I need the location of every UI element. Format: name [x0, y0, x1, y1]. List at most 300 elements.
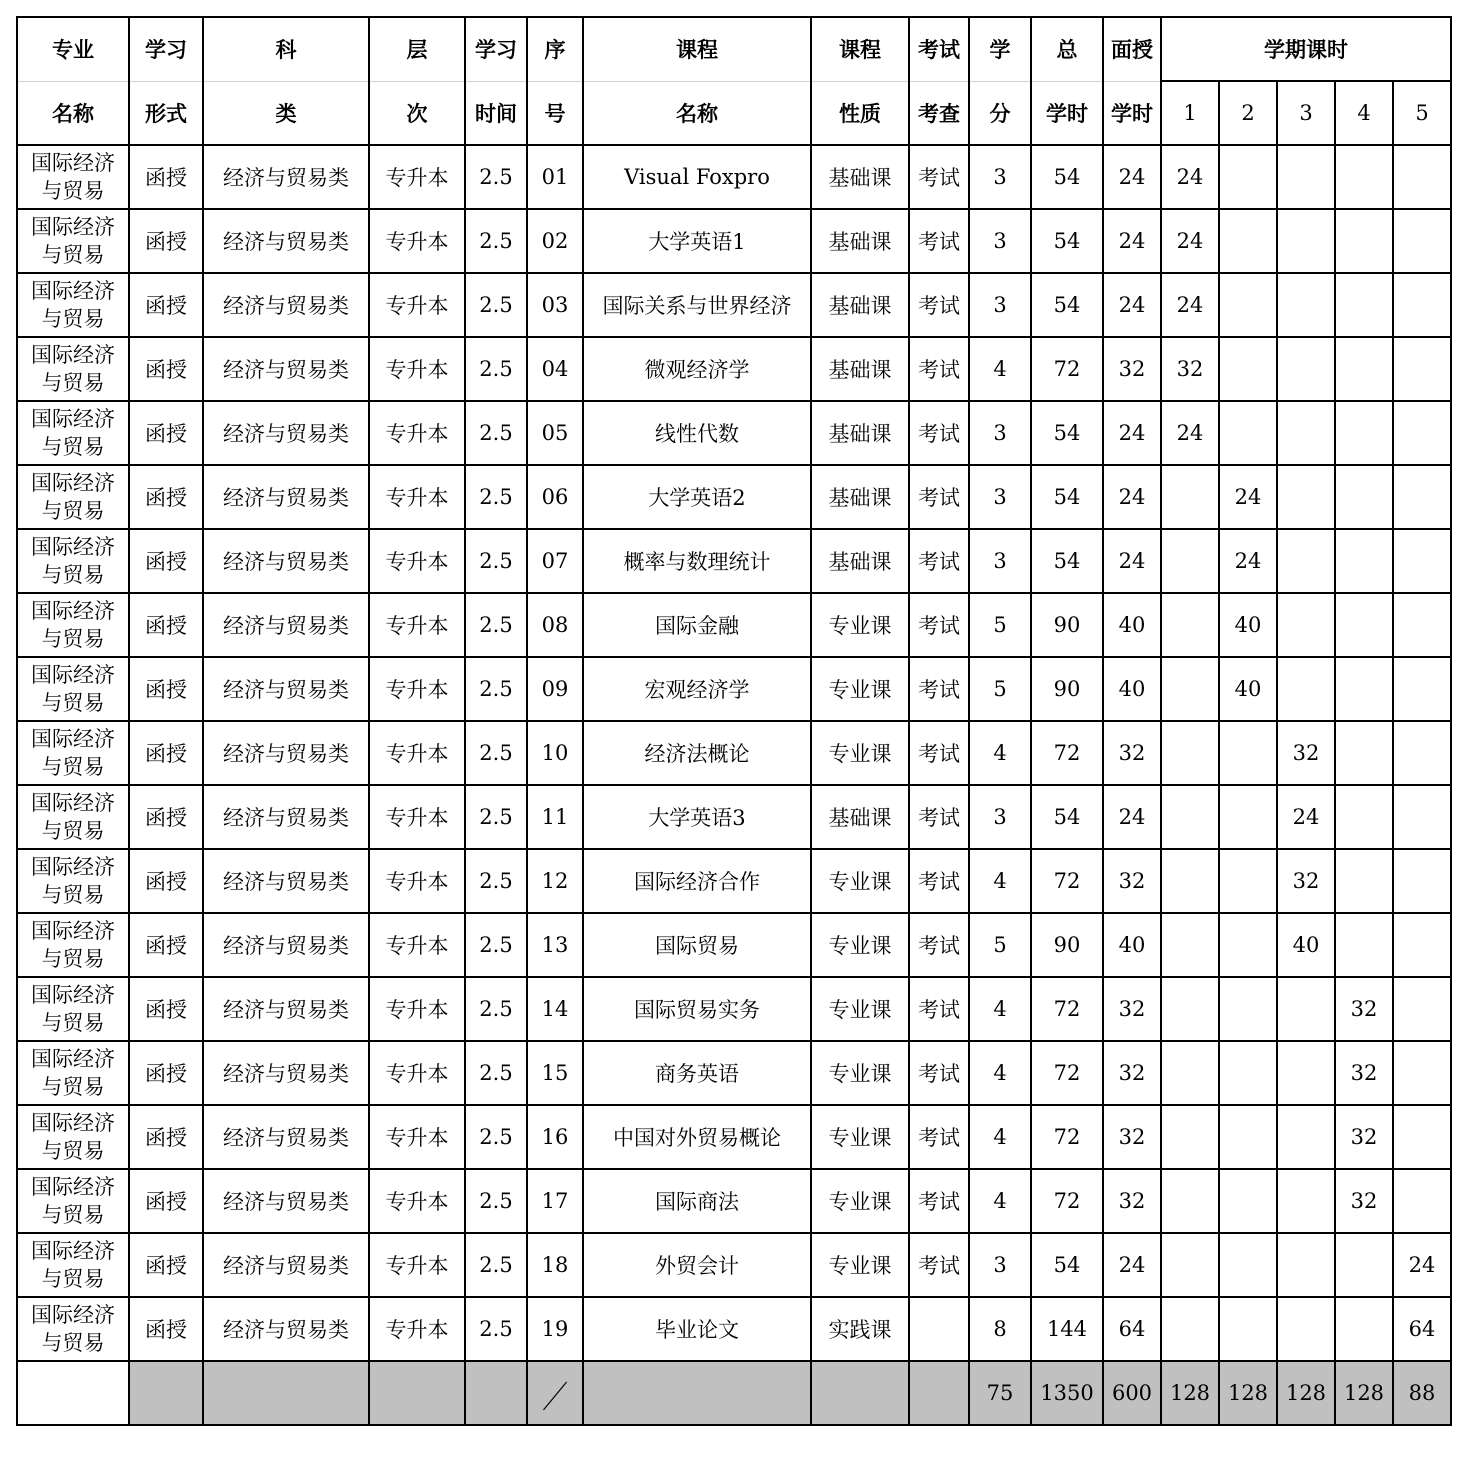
table-row: [17, 465, 1451, 529]
study-form: 函授: [129, 209, 203, 273]
semester-5-hours: [1393, 209, 1451, 273]
study-form: 函授: [129, 849, 203, 913]
table-row: [17, 209, 1451, 273]
credit: 4: [969, 337, 1031, 401]
level: 专升本: [369, 209, 465, 273]
face-hours: 24: [1103, 785, 1161, 849]
semester-5-hours: [1393, 849, 1451, 913]
exam-type: 考试: [909, 721, 969, 785]
semester-3-hours: [1277, 209, 1335, 273]
total-semester-2: 128: [1219, 1361, 1277, 1425]
semester-2-hours: [1219, 1169, 1277, 1233]
table-row: [17, 145, 1451, 209]
totals-gray-cell: [465, 1361, 527, 1425]
course-nature: 专业课: [811, 849, 909, 913]
semester-1-hours: 32: [1161, 337, 1219, 401]
major-name-line: 国际经济: [31, 791, 115, 815]
level: 专升本: [369, 1105, 465, 1169]
semester-1-hours: 24: [1161, 273, 1219, 337]
major-name-line: 国际经济: [31, 535, 115, 559]
credit: 5: [969, 657, 1031, 721]
level: 专升本: [369, 593, 465, 657]
credit: 3: [969, 401, 1031, 465]
major-name: [17, 657, 129, 721]
semester-1-hours: [1161, 593, 1219, 657]
table-row: [17, 721, 1451, 785]
semester-5-hours: [1393, 657, 1451, 721]
major-name-line: 国际经济: [31, 663, 115, 687]
total-hours: 72: [1031, 1105, 1103, 1169]
header-major: 专业: [17, 17, 129, 81]
face-hours: 32: [1103, 721, 1161, 785]
major-name: [17, 465, 129, 529]
totals-gray-cell: [203, 1361, 369, 1425]
semester-2-hours: [1219, 1297, 1277, 1361]
level: 专升本: [369, 977, 465, 1041]
total-hours: 72: [1031, 977, 1103, 1041]
course-nature: 基础课: [811, 465, 909, 529]
course-number: 10: [527, 721, 583, 785]
course-number: 02: [527, 209, 583, 273]
course-name: 国际经济合作: [583, 849, 811, 913]
semester-2-hours: [1219, 273, 1277, 337]
course-name: 经济法概论: [583, 721, 811, 785]
total-semester-3: 128: [1277, 1361, 1335, 1425]
study-form: 函授: [129, 657, 203, 721]
total-semester-5: 88: [1393, 1361, 1451, 1425]
semester-5-hours: [1393, 721, 1451, 785]
header-row-top: [17, 17, 1451, 81]
total-hours: 90: [1031, 913, 1103, 977]
semester-5-hours: [1393, 273, 1451, 337]
duration: 2.5: [465, 657, 527, 721]
course-nature: 专业课: [811, 977, 909, 1041]
header-course-name-2: 名称: [583, 81, 811, 145]
level: 专升本: [369, 529, 465, 593]
study-form: 函授: [129, 401, 203, 465]
level: 专升本: [369, 401, 465, 465]
course-number: 07: [527, 529, 583, 593]
face-hours: 32: [1103, 337, 1161, 401]
semester-2-hours: 24: [1219, 529, 1277, 593]
course-name: 国际贸易: [583, 913, 811, 977]
major-name-line: 与贸易: [41, 243, 105, 267]
exam-type: 考试: [909, 657, 969, 721]
semester-2-hours: [1219, 977, 1277, 1041]
header-row-bottom: [17, 81, 1451, 145]
course-nature: 专业课: [811, 721, 909, 785]
category: 经济与贸易类: [203, 529, 369, 593]
credit: 3: [969, 529, 1031, 593]
major-name: [17, 849, 129, 913]
course-nature: 专业课: [811, 593, 909, 657]
semester-3-hours: [1277, 529, 1335, 593]
duration: 2.5: [465, 849, 527, 913]
header-credit: 学: [969, 17, 1031, 81]
header-semester-1: 1: [1161, 81, 1219, 145]
semester-2-hours: [1219, 721, 1277, 785]
exam-type: 考试: [909, 849, 969, 913]
total-face-hours: 600: [1103, 1361, 1161, 1425]
semester-2-hours: [1219, 337, 1277, 401]
credit: 4: [969, 1169, 1031, 1233]
study-form: 函授: [129, 1169, 203, 1233]
major-name: [17, 145, 129, 209]
semester-3-hours: 40: [1277, 913, 1335, 977]
semester-1-hours: [1161, 849, 1219, 913]
semester-5-hours: 64: [1393, 1297, 1451, 1361]
course-name: 外贸会计: [583, 1233, 811, 1297]
total-hours: 72: [1031, 721, 1103, 785]
semester-4-hours: [1335, 465, 1393, 529]
category: 经济与贸易类: [203, 273, 369, 337]
semester-2-hours: [1219, 145, 1277, 209]
exam-type: 考试: [909, 337, 969, 401]
table-row: [17, 913, 1451, 977]
table-row: [17, 273, 1451, 337]
semester-5-hours: [1393, 145, 1451, 209]
major-name: [17, 1233, 129, 1297]
semester-4-hours: [1335, 849, 1393, 913]
total-hours: 90: [1031, 593, 1103, 657]
course-nature: 专业课: [811, 657, 909, 721]
exam-type: 考试: [909, 145, 969, 209]
exam-type: 考试: [909, 1105, 969, 1169]
major-name: [17, 1041, 129, 1105]
semester-3-hours: 32: [1277, 849, 1335, 913]
semester-3-hours: [1277, 1105, 1335, 1169]
level: 专升本: [369, 1233, 465, 1297]
header-category-2: 类: [203, 81, 369, 145]
level: 专升本: [369, 465, 465, 529]
exam-type: 考试: [909, 273, 969, 337]
totals-gray-cell: [583, 1361, 811, 1425]
semester-1-hours: [1161, 977, 1219, 1041]
duration: 2.5: [465, 465, 527, 529]
exam-type: 考试: [909, 209, 969, 273]
semester-1-hours: [1161, 465, 1219, 529]
credit: 3: [969, 273, 1031, 337]
semester-5-hours: [1393, 529, 1451, 593]
semester-3-hours: 24: [1277, 785, 1335, 849]
course-name: 中国对外贸易概论: [583, 1105, 811, 1169]
category: 经济与贸易类: [203, 849, 369, 913]
major-name-line: 国际经济: [31, 919, 115, 943]
header-course-nature: 课程: [811, 17, 909, 81]
semester-4-hours: [1335, 337, 1393, 401]
header-semester-hours: 学期课时: [1161, 17, 1451, 81]
total-hours: 54: [1031, 273, 1103, 337]
header-exam-2: 考查: [909, 81, 969, 145]
course-number: 04: [527, 337, 583, 401]
table-row: [17, 1297, 1451, 1361]
duration: 2.5: [465, 1041, 527, 1105]
exam-type: 考试: [909, 977, 969, 1041]
study-form: 函授: [129, 465, 203, 529]
header-number: 序: [527, 17, 583, 81]
total-hours: 54: [1031, 209, 1103, 273]
category: 经济与贸易类: [203, 209, 369, 273]
face-hours: 24: [1103, 273, 1161, 337]
semester-4-hours: [1335, 273, 1393, 337]
course-number: 18: [527, 1233, 583, 1297]
duration: 2.5: [465, 209, 527, 273]
category: 经济与贸易类: [203, 465, 369, 529]
table-row: [17, 529, 1451, 593]
credit: 4: [969, 977, 1031, 1041]
semester-4-hours: [1335, 913, 1393, 977]
course-number: 17: [527, 1169, 583, 1233]
category: 经济与贸易类: [203, 1169, 369, 1233]
semester-1-hours: [1161, 1169, 1219, 1233]
exam-type: 考试: [909, 401, 969, 465]
semester-3-hours: [1277, 593, 1335, 657]
header-duration-2: 时间: [465, 81, 527, 145]
category: 经济与贸易类: [203, 337, 369, 401]
major-name-line: 与贸易: [41, 1139, 105, 1163]
credit: 4: [969, 721, 1031, 785]
header-category: 科: [203, 17, 369, 81]
semester-1-hours: [1161, 785, 1219, 849]
total-hours: 54: [1031, 401, 1103, 465]
exam-type: [909, 1297, 969, 1361]
major-name-line: 国际经济: [31, 983, 115, 1007]
major-name-line: 与贸易: [41, 755, 105, 779]
header-form-2: 形式: [129, 81, 203, 145]
header-duration: 学习: [465, 17, 527, 81]
major-name-line: 国际经济: [31, 279, 115, 303]
category: 经济与贸易类: [203, 1297, 369, 1361]
exam-type: 考试: [909, 1041, 969, 1105]
header-total-hours: 总: [1031, 17, 1103, 81]
semester-2-hours: 40: [1219, 657, 1277, 721]
semester-4-hours: [1335, 529, 1393, 593]
duration: 2.5: [465, 273, 527, 337]
course-name: 概率与数理统计: [583, 529, 811, 593]
header-level: 层: [369, 17, 465, 81]
totals-slash-cell: [527, 1361, 583, 1425]
face-hours: 24: [1103, 465, 1161, 529]
semester-2-hours: [1219, 785, 1277, 849]
totals-row: [17, 1361, 1451, 1425]
category: 经济与贸易类: [203, 721, 369, 785]
semester-4-hours: [1335, 401, 1393, 465]
semester-3-hours: [1277, 401, 1335, 465]
header-exam: 考试: [909, 17, 969, 81]
course-plan-table: [16, 16, 1452, 1426]
major-name-line: 与贸易: [41, 307, 105, 331]
header-major-2: 名称: [17, 81, 129, 145]
course-name: 大学英语3: [583, 785, 811, 849]
face-hours: 32: [1103, 977, 1161, 1041]
exam-type: 考试: [909, 593, 969, 657]
course-name: 微观经济学: [583, 337, 811, 401]
major-name-line: 国际经济: [31, 407, 115, 431]
total-hours: 90: [1031, 657, 1103, 721]
total-credit: 75: [969, 1361, 1031, 1425]
major-name: [17, 1105, 129, 1169]
level: 专升本: [369, 1169, 465, 1233]
study-form: 函授: [129, 337, 203, 401]
exam-type: 考试: [909, 529, 969, 593]
total-semester-4: 128: [1335, 1361, 1393, 1425]
study-form: 函授: [129, 529, 203, 593]
semester-3-hours: [1277, 337, 1335, 401]
semester-1-hours: 24: [1161, 209, 1219, 273]
major-name-line: 国际经济: [31, 599, 115, 623]
course-nature: 专业课: [811, 913, 909, 977]
semester-3-hours: 32: [1277, 721, 1335, 785]
course-name: 毕业论文: [583, 1297, 811, 1361]
category: 经济与贸易类: [203, 657, 369, 721]
table-row: [17, 1041, 1451, 1105]
semester-1-hours: [1161, 1233, 1219, 1297]
header-face-hours: 面授: [1103, 17, 1161, 81]
course-name: 宏观经济学: [583, 657, 811, 721]
semester-4-hours: [1335, 1297, 1393, 1361]
face-hours: 24: [1103, 1233, 1161, 1297]
totals-gray-cell: [369, 1361, 465, 1425]
major-name-line: 国际经济: [31, 1111, 115, 1135]
duration: 2.5: [465, 401, 527, 465]
semester-3-hours: [1277, 465, 1335, 529]
duration: 2.5: [465, 1233, 527, 1297]
major-name: [17, 337, 129, 401]
credit: 3: [969, 785, 1031, 849]
major-name-line: 国际经济: [31, 1239, 115, 1263]
credit: 3: [969, 209, 1031, 273]
major-name-line: 与贸易: [41, 435, 105, 459]
semester-5-hours: [1393, 913, 1451, 977]
total-hours: 144: [1031, 1297, 1103, 1361]
total-hours: 54: [1031, 465, 1103, 529]
total-hours: 1350: [1031, 1361, 1103, 1425]
major-name: [17, 1169, 129, 1233]
face-hours: 40: [1103, 657, 1161, 721]
semester-4-hours: [1335, 721, 1393, 785]
course-name: 商务英语: [583, 1041, 811, 1105]
major-name-line: 与贸易: [41, 947, 105, 971]
semester-3-hours: [1277, 1041, 1335, 1105]
study-form: 函授: [129, 721, 203, 785]
semester-5-hours: [1393, 465, 1451, 529]
major-name-line: 国际经济: [31, 727, 115, 751]
semester-1-hours: [1161, 721, 1219, 785]
semester-2-hours: 40: [1219, 593, 1277, 657]
course-number: 12: [527, 849, 583, 913]
major-name-line: 与贸易: [41, 627, 105, 651]
semester-5-hours: [1393, 785, 1451, 849]
face-hours: 40: [1103, 593, 1161, 657]
credit: 5: [969, 593, 1031, 657]
category: 经济与贸易类: [203, 785, 369, 849]
major-name-line: 与贸易: [41, 563, 105, 587]
semester-2-hours: 24: [1219, 465, 1277, 529]
total-hours: 54: [1031, 1233, 1103, 1297]
semester-3-hours: [1277, 1169, 1335, 1233]
level: 专升本: [369, 721, 465, 785]
major-name: [17, 977, 129, 1041]
total-hours: 72: [1031, 849, 1103, 913]
exam-type: 考试: [909, 913, 969, 977]
course-name: 国际金融: [583, 593, 811, 657]
semester-4-hours: [1335, 657, 1393, 721]
exam-type: 考试: [909, 1233, 969, 1297]
semester-5-hours: [1393, 401, 1451, 465]
category: 经济与贸易类: [203, 1105, 369, 1169]
category: 经济与贸易类: [203, 913, 369, 977]
level: 专升本: [369, 145, 465, 209]
exam-type: 考试: [909, 785, 969, 849]
course-name: 国际关系与世界经济: [583, 273, 811, 337]
major-name-line: 国际经济: [31, 151, 115, 175]
study-form: 函授: [129, 1041, 203, 1105]
major-name: [17, 401, 129, 465]
major-name-line: 国际经济: [31, 855, 115, 879]
semester-2-hours: [1219, 1105, 1277, 1169]
course-number: 05: [527, 401, 583, 465]
header-level-2: 次: [369, 81, 465, 145]
table-row: [17, 401, 1451, 465]
table-row: [17, 1233, 1451, 1297]
totals-gray-cell: [811, 1361, 909, 1425]
course-number: 14: [527, 977, 583, 1041]
course-name: Visual Foxpro: [583, 145, 811, 209]
course-number: 09: [527, 657, 583, 721]
course-number: 16: [527, 1105, 583, 1169]
header-semester-2: 2: [1219, 81, 1277, 145]
category: 经济与贸易类: [203, 593, 369, 657]
credit: 4: [969, 849, 1031, 913]
duration: 2.5: [465, 1297, 527, 1361]
semester-5-hours: [1393, 977, 1451, 1041]
table-row: [17, 785, 1451, 849]
major-name-line: 国际经济: [31, 1047, 115, 1071]
semester-1-hours: [1161, 1105, 1219, 1169]
semester-5-hours: [1393, 337, 1451, 401]
totals-gray-cell: [909, 1361, 969, 1425]
semester-1-hours: [1161, 657, 1219, 721]
credit: 3: [969, 145, 1031, 209]
study-form: 函授: [129, 145, 203, 209]
level: 专升本: [369, 849, 465, 913]
course-name: 国际贸易实务: [583, 977, 811, 1041]
duration: 2.5: [465, 913, 527, 977]
semester-4-hours: [1335, 1233, 1393, 1297]
major-name: [17, 721, 129, 785]
header-form: 学习: [129, 17, 203, 81]
major-name: [17, 1297, 129, 1361]
duration: 2.5: [465, 145, 527, 209]
major-name-line: 与贸易: [41, 371, 105, 395]
face-hours: 64: [1103, 1297, 1161, 1361]
major-name-line: 国际经济: [31, 343, 115, 367]
credit: 4: [969, 1041, 1031, 1105]
face-hours: 32: [1103, 849, 1161, 913]
semester-1-hours: [1161, 1297, 1219, 1361]
course-nature: 基础课: [811, 529, 909, 593]
credit: 5: [969, 913, 1031, 977]
header-face-hours-2: 学时: [1103, 81, 1161, 145]
face-hours: 24: [1103, 209, 1161, 273]
level: 专升本: [369, 785, 465, 849]
exam-type: 考试: [909, 1169, 969, 1233]
duration: 2.5: [465, 977, 527, 1041]
level: 专升本: [369, 913, 465, 977]
major-name-line: 国际经济: [31, 471, 115, 495]
level: 专升本: [369, 1041, 465, 1105]
major-name: [17, 785, 129, 849]
